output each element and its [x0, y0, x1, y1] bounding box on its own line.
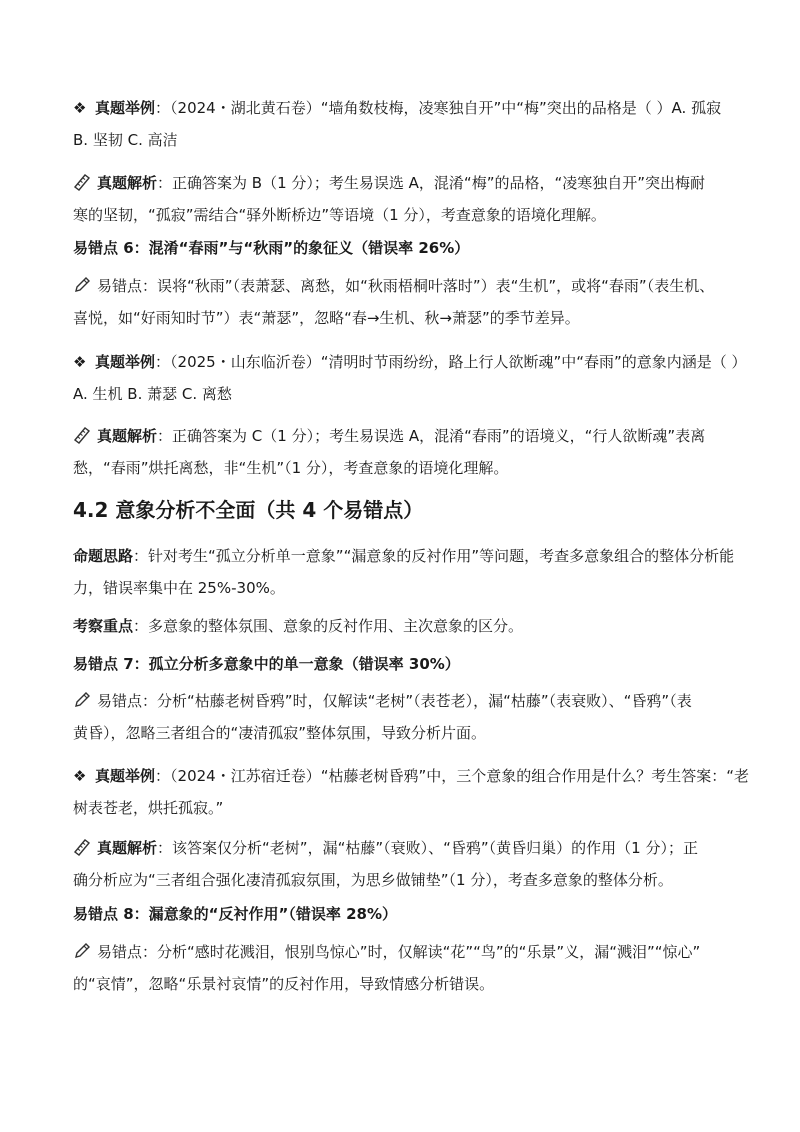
example-text-2: A. 生机 B. 萧瑟 C. 离愁 — [73, 385, 232, 403]
focus-text: 多意象的整体氛围、意象的反衬作用、主次意象的区分。 — [148, 617, 524, 635]
analysis-text-1: 该答案仅分析“老树”，漏“枯藤”（衰败）、“昏鸦”（黄昏归巢）的作用（1 分）；正 — [172, 839, 698, 857]
error-point-block-6: 易错点：误将“秋雨”（表萧瑟、离愁，如“秋雨梧桐叶落时”）表“生机”，或将“春雨”（表生机、 喜悦，如“好雨知时节”）表“萧瑟”，忽略“春→生机、秋→萧瑟”的季节差异。 — [73, 270, 733, 334]
analysis-block-1: 真题解析：正确答案为 B（1 分）；考生易误选 A，混淆“梅”的品格，“凌寒独自开”突出梅耐 寒的坚韧，“孤寂”需结合“驿外断桥边”等语境（1 分），考查意象的语境化理解。 — [73, 167, 733, 231]
example-text-2: 树表苍老，烘托孤寂。” — [73, 799, 224, 817]
error-point-text-2: 喜悦，如“好雨知时节”）表“萧瑟”，忽略“春→生机、秋→萧瑟”的季节差异。 — [73, 309, 580, 327]
error-point-7-heading: 易错点 7：孤立分析多意象中的单一意象（错误率 30%） — [73, 655, 460, 673]
example-block-1: ❖ 真题举例：（2024・湖北黄石卷）“墙角数枝梅，凌寒独自开”中“梅”突出的品格是（ ）A. 孤寂 B. 坚韧 C. 高洁 — [73, 92, 733, 156]
error-point-text-2: 黄昏），忽略三者组合的“凄清孤寂”整体氛围，导致分析片面。 — [73, 724, 487, 742]
analysis-block-2: 真题解析：正确答案为 C（1 分）；考生易误选 A，混淆“春雨”的语境义，“行人欲断魂”表离 愁，“春雨”烘托离愁，非“生机”（1 分），考查意象的语境化理解。 — [73, 420, 733, 484]
focus-label: 考察重点 — [73, 617, 134, 635]
error-point-text-1: 分析“感时花溅泪，恨别鸟惊心”时，仅解读“花”“鸟”的“乐景”义，漏“溅泪”“惊心” — [157, 943, 701, 961]
ruler-pencil-icon — [73, 426, 91, 444]
example-block-3: ❖ 真题举例：（2024・江苏宿迁卷）“枯藤老树昏鸦”中，三个意象的组合作用是什么？考生答案：“老 树表苍老，烘托孤寂。” — [73, 760, 733, 824]
error-point-text-2: 的“哀情”，忽略“乐景衬哀情”的反衬作用，导致情感分析错误。 — [73, 975, 495, 993]
example-text-1: （2024・江苏宿迁卷）“枯藤老树昏鸦”中，三个意象的组合作用是什么？考生答案：“老 — [170, 767, 750, 785]
example-text-1: （2024・湖北黄石卷）“墙角数枝梅，凌寒独自开”中“梅”突出的品格是（ ）A. 孤寂 — [170, 99, 722, 117]
analysis-text-1: 正确答案为 C（1 分）；考生易误选 A，混淆“春雨”的语境义，“行人欲断魂”表离 — [172, 427, 706, 445]
error-point-text-1: 分析“枯藤老树昏鸦”时，仅解读“老树”（表苍老），漏“枯藤”（表衰败）、“昏鸦”（表 — [157, 692, 692, 710]
analysis-label: 真题解析 — [97, 174, 158, 192]
analysis-text-2: 确分析应为“三者组合强化凄清孤寂氛围，为思乡做铺垫”（1 分），考查多意象的整体分析。 — [73, 871, 673, 889]
section-title: 4.2 意象分析不全面（共 4 个易错点） — [73, 498, 424, 522]
error-point-text-1: 误将“秋雨”（表萧瑟、离愁，如“秋雨梧桐叶落时”）表“生机”，或将“春雨”（表生机、 — [157, 277, 715, 295]
thinking-text-1: 针对考生“孤立分析单一意象”“漏意象的反衬作用”等问题，考查多意象组合的整体分析能 — [148, 547, 735, 565]
error-point-6-heading: 易错点 6：混淆“春雨”与“秋雨”的象征义（错误率 26%） — [73, 239, 470, 257]
error-point-label: 易错点 — [97, 277, 143, 295]
thinking-text-2: 力，错误率集中在 25%-30%。 — [73, 579, 285, 597]
pencil-icon — [73, 691, 91, 709]
analysis-text-2: 寒的坚韧，“孤寂”需结合“驿外断桥边”等语境（1 分），考查意象的语境化理解。 — [73, 206, 606, 224]
example-label: 真题举例 — [95, 99, 156, 117]
example-block-2: ❖ 真题举例：（2025・山东临沂卷）“清明时节雨纷纷，路上行人欲断魂”中“春雨”的意象内涵是（ ） A. 生机 B. 萧瑟 C. 离愁 — [73, 346, 733, 410]
error-point-8-heading: 易错点 8：漏意象的“反衬作用”（错误率 28%） — [73, 905, 398, 923]
pencil-icon — [73, 276, 91, 294]
example-text-2: B. 坚韧 C. 高洁 — [73, 131, 178, 149]
ruler-pencil-icon — [73, 838, 91, 856]
focus-block: 考察重点：多意象的整体氛围、意象的反衬作用、主次意象的区分。 — [73, 617, 524, 635]
analysis-text-1: 正确答案为 B（1 分）；考生易误选 A，混淆“梅”的品格，“凌寒独自开”突出梅耐 — [172, 174, 706, 192]
thinking-block: 命题思路：针对考生“孤立分析单一意象”“漏意象的反衬作用”等问题，考查多意象组合的整体分析能 力，错误率集中在 25%-30%。 — [73, 540, 733, 604]
pencil-icon — [73, 942, 91, 960]
diamond-bullet-icon: ❖ — [73, 99, 87, 117]
analysis-text-2: 愁，“春雨”烘托离愁，非“生机”（1 分），考查意象的语境化理解。 — [73, 459, 509, 477]
error-point-block-8: 易错点：分析“感时花溅泪，恨别鸟惊心”时，仅解读“花”“鸟”的“乐景”义，漏“溅泪”“惊心” 的“哀情”，忽略“乐景衬哀情”的反衬作用，导致情感分析错误。 — [73, 936, 733, 1000]
diamond-bullet-icon: ❖ — [73, 353, 87, 371]
diamond-bullet-icon: ❖ — [73, 767, 87, 785]
error-point-block-7: 易错点：分析“枯藤老树昏鸦”时，仅解读“老树”（表苍老），漏“枯藤”（表衰败）、“昏鸦”（表 黄昏），忽略三者组合的“凄清孤寂”整体氛围，导致分析片面。 — [73, 685, 733, 749]
ruler-pencil-icon — [73, 173, 91, 191]
analysis-block-3: 真题解析：该答案仅分析“老树”，漏“枯藤”（衰败）、“昏鸦”（黄昏归巢）的作用（1 分）；正 确分析应为“三者组合强化凄清孤寂氛围，为思乡做铺垫”（1 分），考查多意象的整体分析。 — [73, 832, 733, 896]
example-text-1: （2025・山东临沂卷）“清明时节雨纷纷，路上行人欲断魂”中“春雨”的意象内涵是（ ） — [170, 353, 747, 371]
thinking-label: 命题思路 — [73, 547, 134, 565]
